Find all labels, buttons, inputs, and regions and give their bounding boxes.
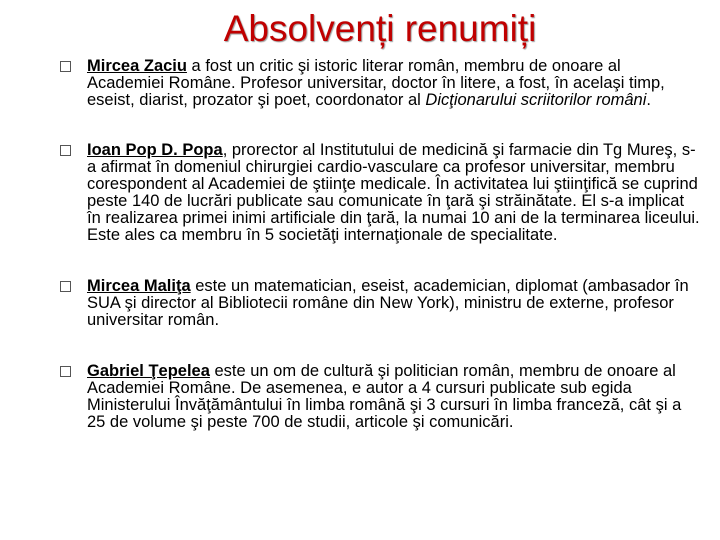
list-item [60,363,700,431]
item-text: a fost un critic şi istoric literar român, membru de onoare al Academiei Române. Profesor universitar, doctor în litere, a fost, în acelaşi timp, eseist, diarist, prozator şi poet, coordonator al [87,57,665,109]
person-name: Mircea Maliţa [87,277,191,295]
slide-title: Absolvenți renumiți [223,8,537,49]
person-name: Gabriel Ţepelea [87,362,210,380]
item-text: este un om de cultură şi politician român, membru de onoare al Academiei Române. De asemenea, e autor a 4 cursuri publicate sub egida Ministerului Învăţământului în limba română şi 3 cursuri în limba franceză, cât şi a 25 de volume şi peste 700 de studii, articole şi comunicări. [87,362,682,431]
item-text: , prorector al Institutului de medicină şi farmacie din Tg Mureş, s-a afirmat în domeniul chirurgiei cardio-vasculare ca profesor universitar, membru corespondent al Academiei de ştiinţe medicale. În activitatea lui ştiinţifică se cuprind peste 140 de lucrări publicate sau comunicate în ţară şi străinătate. El s-a implicat în realizarea primei inimi artificiale din ţară, la numai 10 ani de la terminarea liceului. Este ales ca membru în 5 societăţi internaţionale de specialitate. [87,141,700,244]
list-item [60,278,700,329]
list-item [60,142,700,244]
item-text: este un matematician, eseist, academician, diplomat (ambasador în SUA şi director al Bibliotecii române din New York), ministru de externe, profesor universitar român. [87,277,689,329]
bullet-list [60,58,700,465]
square-bullet-icon [60,281,71,292]
square-bullet-icon [60,145,71,156]
item-text-end: . [646,91,651,109]
square-bullet-icon [60,61,71,72]
item-italic-text: Dicţionarului scriitorilor români [425,91,647,109]
square-bullet-icon [60,366,71,377]
person-name: Ioan Pop D. Popa [87,141,223,159]
list-item [60,58,700,109]
person-name: Mircea Zaciu [87,57,187,75]
